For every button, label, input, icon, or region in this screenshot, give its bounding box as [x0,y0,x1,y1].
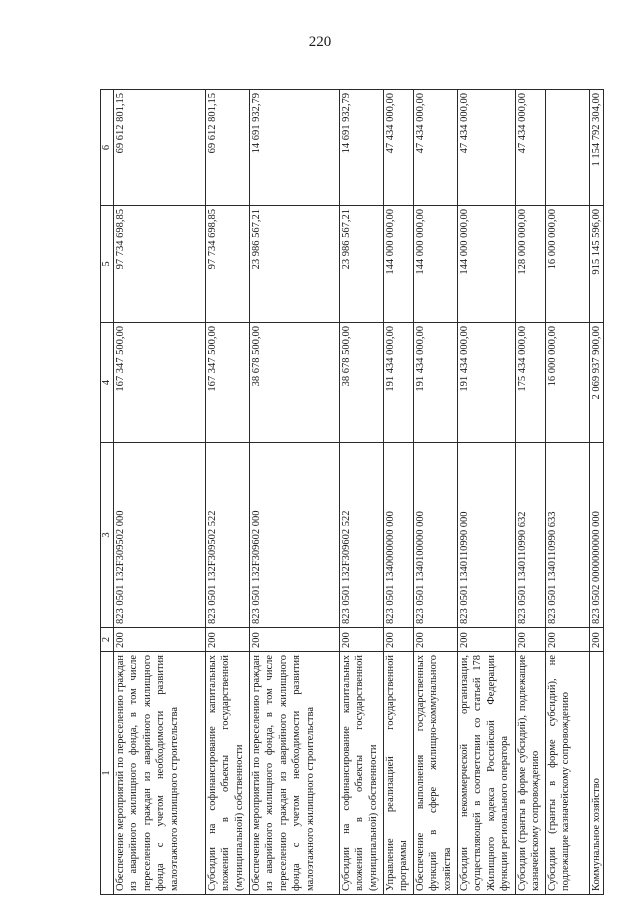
table-row [206,90,250,895]
row-value-6 [546,90,590,206]
row-name: Коммунальное хозяйство [590,652,604,895]
row-col2: 200 [414,628,458,652]
table-row [340,90,384,895]
row-value-4: 191 434 000,00 [384,323,414,443]
row-value-5: 97 734 698,85 [206,206,250,323]
header-cell: 6 [101,90,114,206]
row-value-5: 144 000 000,00 [384,206,414,323]
row-name: Обеспечение мероприятий по переселению граждан из аварийного жилищного фонда, в том числе переселению граждан из аварийного жилищного фонда с учетом необходимости развития малоэтажного жилищного строительства [250,652,340,895]
row-value-6: 47 434 000,00 [458,90,516,206]
row-name: Субсидии (гранты в форме субсидий), подлежащие казначейскому сопровождению [516,652,546,895]
row-value-6: 47 434 000,00 [414,90,458,206]
header-cell: 3 [101,443,114,628]
row-code: 823 0502 0000000000 000 [590,443,604,628]
table-row [516,90,546,895]
row-code: 823 0501 1340110990 632 [516,443,546,628]
row-code: 823 0501 132F309602 522 [340,443,384,628]
row-name: Управление реализацией государственной программы [384,652,414,895]
row-col2: 200 [458,628,516,652]
table-row [414,90,458,895]
row-code: 823 0501 132F309602 000 [250,443,340,628]
row-name: Субсидии некоммерческой организации, осуществляющей в соответствии со статьей 178 Жилищного кодекса Российской Федерации функции регионального оператора [458,652,516,895]
row-code: 823 0501 132F309502 522 [206,443,250,628]
header-cell: 1 [101,652,114,895]
page-number: 220 [308,34,332,50]
row-value-4: 38 678 500,00 [340,323,384,443]
row-name: Обеспечение мероприятий по переселению граждан из аварийного жилищного фонда, в том числе переселению граждан из аварийного жилищного фонда с учетом необходимости развития малоэтажного жилищного строительства [114,652,206,895]
row-value-6: 14 691 932,79 [340,90,384,206]
row-value-6: 69 612 801,15 [114,90,206,206]
row-value-5: 144 000 000,00 [458,206,516,323]
table-row [250,90,340,895]
row-code: 823 0501 1340110990 633 [546,443,590,628]
row-col2: 200 [206,628,250,652]
row-value-5: 23 986 567,21 [250,206,340,323]
table-row [590,90,604,895]
row-value-4: 167 347 500,00 [206,323,250,443]
row-value-5: 128 000 000,00 [516,206,546,323]
row-value-5: 16 000 000,00 [546,206,590,323]
budget-table [100,89,604,895]
row-value-4: 38 678 500,00 [250,323,340,443]
header-cell: 5 [101,206,114,323]
row-col2: 200 [546,628,590,652]
row-code: 823 0501 1340110990 000 [458,443,516,628]
table-row [114,90,206,895]
row-col2: 200 [114,628,206,652]
row-value-4: 16 000 000,00 [546,323,590,443]
row-col2: 200 [516,628,546,652]
table-row [384,90,414,895]
row-name: Субсидии на софинансирование капитальных вложений в объекты государственной (муниципальной) собственности [206,652,250,895]
table-row [546,90,590,895]
rotated-table-container [100,90,602,895]
row-code: 823 0501 132F309502 000 [114,443,206,628]
row-value-6: 14 691 932,79 [250,90,340,206]
row-value-4: 191 434 000,00 [414,323,458,443]
header-row [101,90,114,895]
header-cell: 4 [101,323,114,443]
row-value-4: 2 069 937 900,00 [590,323,604,443]
row-code: 823 0501 1340100000 000 [414,443,458,628]
row-value-6: 47 434 000,00 [516,90,546,206]
row-value-4: 191 434 000,00 [458,323,516,443]
row-col2: 200 [250,628,340,652]
row-value-6: 69 612 801,15 [206,90,250,206]
row-name: Субсидии на софинансирование капитальных вложений в объекты государственной (муниципальной) собственности [340,652,384,895]
row-value-5: 144 000 000,00 [414,206,458,323]
row-col2: 200 [340,628,384,652]
row-value-5: 97 734 698,85 [114,206,206,323]
row-value-6: 1 154 792 304,00 [590,90,604,206]
row-value-5: 915 145 596,00 [590,206,604,323]
table-row [458,90,516,895]
row-code: 823 0501 1340000000 000 [384,443,414,628]
header-cell: 2 [101,628,114,652]
row-value-6: 47 434 000,00 [384,90,414,206]
row-name: Субсидии (гранты в форме субсидий), не подлежащие казначейскому сопровождению [546,652,590,895]
row-value-4: 167 347 500,00 [114,323,206,443]
row-col2: 200 [590,628,604,652]
row-name: Обеспечение выполнения государственных функций в сфере жилищно-коммунального хозяйства [414,652,458,895]
row-col2: 200 [384,628,414,652]
row-value-5: 23 986 567,21 [340,206,384,323]
row-value-4: 175 434 000,00 [516,323,546,443]
